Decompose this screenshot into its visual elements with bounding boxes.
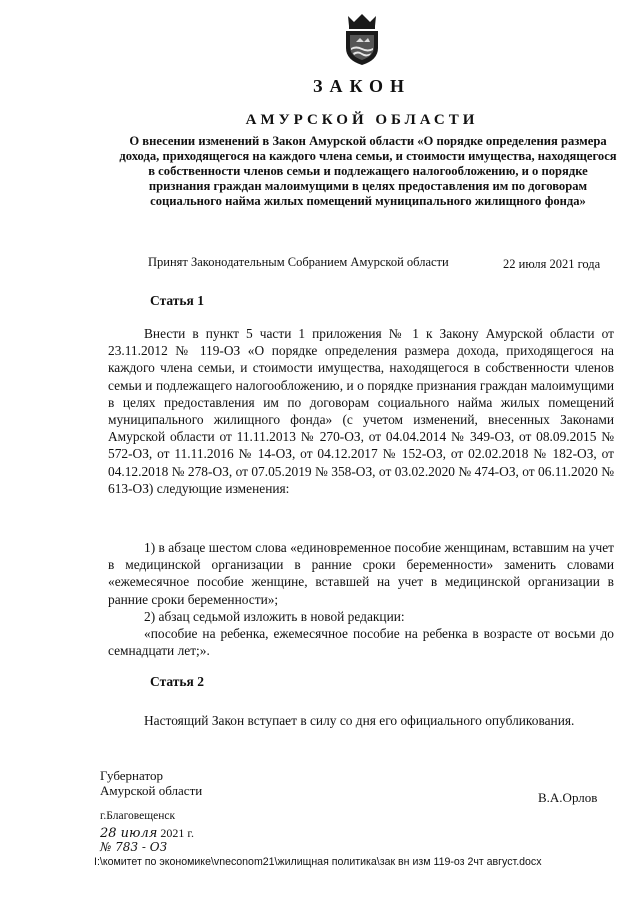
article-1-item-2-quote: «пособие на ребенка, ежемесячное пособие на ребенка в возрасте от восьми до семнадцати лет;». xyxy=(108,626,614,659)
article-1-items xyxy=(108,539,614,659)
signing-date xyxy=(100,826,194,841)
law-number: № 783 - ОЗ xyxy=(100,840,168,854)
adoption-date: 22 июля 2021 года xyxy=(503,257,601,271)
document-subtitle: АМУРСКОЙ ОБЛАСТИ xyxy=(245,112,479,128)
signer-position xyxy=(100,768,202,798)
article-2-body xyxy=(108,712,614,729)
article-1-heading: Статья 1 xyxy=(150,293,204,308)
document-title: ЗАКОН xyxy=(312,76,412,96)
signer-position-line-2: Амурской области xyxy=(100,783,203,798)
signer-name: В.А.Орлов xyxy=(538,790,598,805)
article-1-intro xyxy=(108,325,614,497)
file-path: I:\комитет по экономике\vneconom21\жилищная политика\зак вн изм 119-оз 2чт август.docx xyxy=(94,856,542,868)
article-1-intro-text: Внести в пункт 5 части 1 приложения № 1 к Закону Амурской области от 23.11.2012 № 119-ОЗ «О порядке определения размера дохода, приходящегося на каждого члена семьи, и стоимости имущества, находящегося в собственности членов семьи и подлежащего налогообложению, и о порядке признания граждан малоимущими в целях предоставления им по договорам социального найма жилых помещений муниципального жилищного фонда» (с учетом изменений, внесенных Законами Амурской области от 11.11.2013 № 270-ОЗ, от 04.04.2014 № 349-ОЗ, от 08.09.2015 № 572-ОЗ, от 11.11.2016 № 14-ОЗ, от 04.12.2017 № 152-ОЗ, от 02.02.2018 № 182-ОЗ, от 04.12.2018 № 278-ОЗ, от 07.05.2019 № 358-ОЗ, от 03.02.2020 № 474-ОЗ, от 06.11.2020 № 613-ОЗ) следующие изменения: xyxy=(108,326,614,496)
article-2-heading: Статья 2 xyxy=(150,674,204,689)
adoption-statement: Принят Законодательным Собранием Амурской области xyxy=(148,255,449,269)
law-title: О внесении изменений в Закон Амурской области «О порядке определения размера дохода, приходящегося на каждого члена семьи, и стоимости имущества, находящегося в собственности членов семьи и подлежащего налогообложению, и о порядке признания граждан малоимущими в целях предоставления им по договорам социального найма жилых помещений муниципального жилищного фонда» xyxy=(119,134,617,208)
article-1-item-2: 2) абзац седьмой изложить в новой редакции: xyxy=(144,608,405,624)
signing-place: г.Благовещенск xyxy=(100,810,176,822)
article-1-item-1: 1) в абзаце шестом слова «единовременное пособие женщинам, вставшим на учет в медицинской организации в ранние сроки беременности» заменить словами «ежемесячное пособие женщине, вставшей на учет в медицинской организации в ранние сроки беременности»; xyxy=(108,540,614,607)
signer-position-line-1: Губернатор xyxy=(100,768,163,783)
coat-of-arms-icon xyxy=(342,12,382,66)
signing-date-year: 2021 г. xyxy=(160,826,194,840)
article-2-text: Настоящий Закон вступает в силу со дня его официального опубликования. xyxy=(144,713,575,728)
signing-date-handwritten: 28 июля xyxy=(100,826,158,841)
